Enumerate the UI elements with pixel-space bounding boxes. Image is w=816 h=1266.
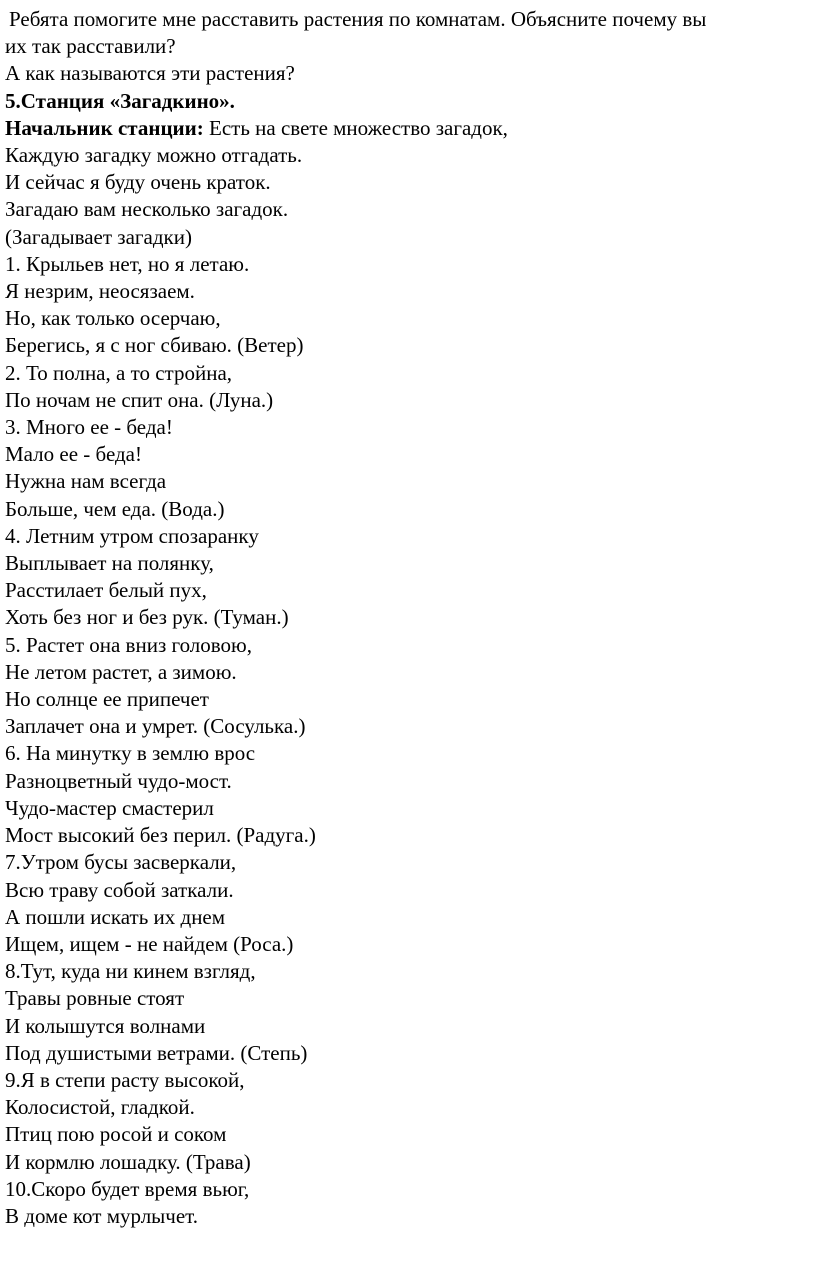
intro-line-3: А как называются эти растения? <box>5 61 295 86</box>
speaker-label: Начальник станции: <box>5 115 204 140</box>
riddle-lines <box>0 251 816 1230</box>
speech-first-line: Есть на свете множество загадок, <box>203 115 508 140</box>
riddle-line: 7.Утром бусы засверкали, <box>5 850 237 875</box>
riddle-line: А пошли искать их днем <box>5 904 226 929</box>
riddle-line: 3. Много ее - беда! <box>5 415 173 440</box>
riddle-line: Хоть без ног и без рук. (Туман.) <box>5 605 289 630</box>
riddle-line: Разноцветный чудо-мост. <box>5 768 232 793</box>
riddle-line: 6. На минутку в землю врос <box>5 741 256 766</box>
riddle-line: 5. Растет она вниз головою, <box>5 632 252 657</box>
riddle-line: Выплывает на полянку, <box>5 551 214 576</box>
riddle-line: Под душистыми ветрами. (Степь) <box>5 1040 308 1065</box>
intro-line-1: Ребята помогите мне расставить растения по комнатам. Объясните почему вы <box>9 7 707 31</box>
speaker-line <box>0 115 816 142</box>
riddle-line: Расстилает белый пух, <box>5 578 207 603</box>
riddle-line: И колышутся волнами <box>5 1013 206 1038</box>
riddle-line: В доме кот мурлычет. <box>5 1203 199 1228</box>
riddle-line: Ищем, ищем - не найдем (Роса.) <box>5 931 294 956</box>
riddle-line: Всю траву собой заткали. <box>5 877 234 902</box>
riddle-line: По ночам не спит она. (Луна.) <box>5 387 274 412</box>
riddle-line: Берегись, я с ног сбиваю. (Ветер) <box>5 333 304 358</box>
riddle-line: Но, как только осерчаю, <box>5 306 221 331</box>
riddle-line: Больше, чем еда. (Вода.) <box>5 496 225 521</box>
riddle-line: 8.Тут, куда ни кинем взгляд, <box>5 959 256 984</box>
speech-line: Каждую загадку можно отгадать. <box>5 143 303 168</box>
riddle-line: Травы ровные стоят <box>5 986 185 1011</box>
riddle-line: Заплачет она и умрет. (Сосулька.) <box>5 714 306 739</box>
riddle-line: Нужна нам всегда <box>5 469 167 494</box>
riddle-line: 10.Скоро будет время вьюг, <box>5 1176 250 1201</box>
riddle-line: Мост высокий без перил. (Радуга.) <box>5 823 316 848</box>
speech-line: Загадаю вам несколько загадок. <box>5 197 289 222</box>
station-heading: 5.Станция «Загадкино». <box>5 88 235 113</box>
speech-lines <box>0 142 816 251</box>
speech-line: И сейчас я буду очень краток. <box>5 170 271 195</box>
riddle-line: 1. Крыльев нет, но я летаю. <box>5 251 250 276</box>
riddle-line: Я незрим, неосязаем. <box>5 279 195 304</box>
riddle-line: Колосистой, гладкой. <box>5 1095 195 1120</box>
riddle-line: 4. Летним утром спозаранку <box>5 523 259 548</box>
riddle-line: 9.Я в степи расту высокой, <box>5 1067 245 1092</box>
riddle-line: Птиц пою росой и соком <box>5 1122 227 1147</box>
intro-line-2: их так расставили? <box>5 34 176 59</box>
riddle-line: И кормлю лошадку. (Трава) <box>5 1149 251 1174</box>
riddle-line: Не летом растет, а зимою. <box>5 659 237 684</box>
riddle-line: Но солнце ее припечет <box>5 687 209 712</box>
riddle-line: Мало ее - беда! <box>5 442 142 467</box>
riddle-line: 2. То полна, а то стройна, <box>5 360 233 385</box>
riddle-line: Чудо-мастер смастерил <box>5 795 214 820</box>
speech-line: (Загадывает загадки) <box>5 224 192 249</box>
